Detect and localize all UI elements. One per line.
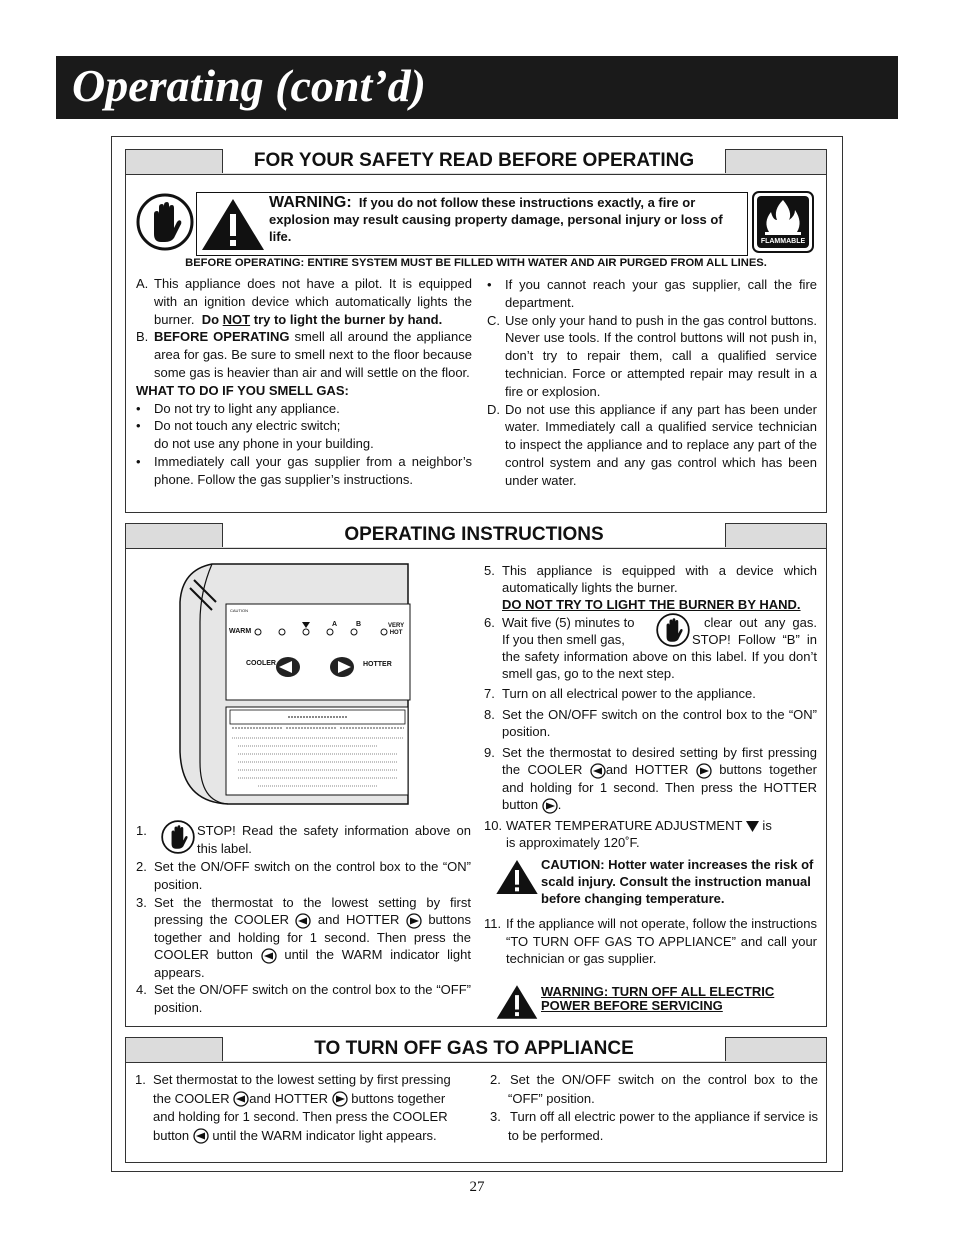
stop-hand-icon <box>161 818 195 856</box>
turnoff-section <box>125 1037 827 1163</box>
cooler-button-icon <box>193 1128 209 1144</box>
hotter-button-icon <box>696 763 712 779</box>
panel-hotter-label: HOTTER <box>363 661 392 668</box>
item-b-text: smell all around the appliance area for gas. Be sure to smell next to the floor because some gas is heavier than air and will settle on the floor. <box>154 329 472 380</box>
smell-heading: WHAT TO DO IF YOU SMELL GAS: <box>136 382 349 398</box>
item-a-text: This appliance does not have a pilot. It is equipped with an ignition device which automatically lights the burner. <box>154 276 472 327</box>
item-a-bold: Do NOT try to light the burner by hand. <box>201 311 443 327</box>
turnoff-heading: TO TURN OFF GAS TO APPLIANCE <box>222 1037 726 1061</box>
turnoff-step-3: 3. Turn off all electric power to the appliance if service is to be performed. <box>490 1109 818 1143</box>
bullet-1: Do not try to light any appliance. <box>154 400 340 416</box>
step-11: 11. If the appliance will not operate, follow the instructions “TO TURN OFF GAS TO APPLIANCE” and call your technician or gas supplier. <box>484 916 817 966</box>
stop-hand-icon <box>136 192 194 252</box>
cooler-button-icon <box>261 948 277 964</box>
operating-left-column <box>136 822 471 1017</box>
turnoff-heading-bar <box>126 1038 826 1063</box>
safety-section <box>125 149 827 513</box>
warning-box <box>196 192 748 256</box>
step-1-text: STOP! Read the safety information above on this label. <box>197 823 471 856</box>
safety-heading-bar <box>126 150 826 175</box>
caution-block <box>541 856 819 907</box>
step-8: 8. Set the ON/OFF switch on the control box to the “ON” position. <box>484 706 817 740</box>
warning-triangle-icon <box>495 984 539 1020</box>
item-d-marker: D. <box>487 401 500 417</box>
bullet-2a: Do not touch any electric switch; <box>154 418 341 434</box>
hotter-button-icon <box>332 1091 348 1107</box>
warning-label: WARNING: <box>269 194 352 211</box>
safety-left-column: A. This appliance does not have a pilot. It is equipped with an ignition device which automatically lights the burner. Do NOT try to light the burner by hand. B. BEFORE OPERATING smell all around the appliance area for gas. Be sure to smell next to the floor because some gas is heavier than air and will settle on the floor. WHAT TO DO IF YOU SMELL GAS: • Do not try to light any appliance. • Do not touch any electric switch; do not use any phone in your building. • Immediately call your gas supplier from a neighbor’s phone. Follow the gas supplier’s instructions. <box>136 276 472 487</box>
cooler-button-icon <box>295 913 311 929</box>
item-c-marker: C. <box>487 312 500 328</box>
step-1-num: 1. <box>136 823 147 838</box>
step-5: 5. This appliance is equipped with a device which automatically lights the burner. DO NOT TRY TO LIGHT THE BURNER BY HAND. <box>484 563 817 613</box>
step-1 <box>136 822 471 858</box>
down-triangle-icon <box>746 821 759 832</box>
control-panel-illustration <box>178 562 438 814</box>
panel-b-label: B <box>356 621 362 628</box>
warning-triangle-icon <box>200 197 266 252</box>
item-b-bold: BEFORE OPERATING <box>154 329 290 345</box>
step-4: 4. Set the ON/OFF switch on the control box to the “OFF” position. <box>136 982 471 1016</box>
step-9: 9. Set the thermostat to desired setting by first pressing the COOLER and HOTTER buttons together and holding for 1 second. Then press the HOTTER button . <box>484 745 817 813</box>
operating-heading-bar <box>126 524 826 549</box>
caution-text: : Hotter water increases the risk of scald injury. Consult the instruction manual before changing temperature. <box>541 857 814 906</box>
step-6: 6. Wait five (5) minutes to clear out any gas. If you then smell gas, STOP! Follow “B” in the safety information above on this label. If you don’t smell gas, go to the next step. <box>484 614 817 684</box>
service-warning: WARNING: TURN OFF ALL ELECTRIC POWER BEFORE SERVICING <box>541 984 775 1013</box>
safety-heading: FOR YOUR SAFETY READ BEFORE OPERATING <box>222 149 726 173</box>
hotter-button-icon <box>406 913 422 929</box>
operating-section <box>125 523 827 1027</box>
turnoff-step-1: 1. Set thermostat to the lowest setting by first pressing the COOLER and HOTTER buttons together and holding for 1 second. Then press the COOLER button until the WARM indicator light appears. <box>135 1072 451 1143</box>
warning-text: If you do not follow these instructions exactly, a fire or explosion may result causing property damage, personal injury or loss of life. <box>269 195 723 244</box>
item-c-text: Use only your hand to push in the gas control buttons. Never use tools. If the control buttons will not push in, don’t try to repair them, call a qualified service technician. Force or attempted repair may result in a fire or explosion. <box>505 312 817 399</box>
step-10: 10. WATER TEMPERATURE ADJUSTMENT is is approximately 120˚F. <box>484 817 772 850</box>
caution-label: CAUTION <box>541 857 601 872</box>
hotter-button-icon <box>542 798 558 814</box>
warning-triangle-icon <box>495 858 539 896</box>
item-a-marker: A. <box>136 276 149 291</box>
item-b-marker: B. <box>136 329 149 345</box>
cooler-button-icon <box>590 763 606 779</box>
panel-very-hot-label: VERY HOT <box>388 623 405 636</box>
page-number: 27 <box>469 1179 485 1195</box>
panel-cooler-label: COOLER <box>246 660 276 667</box>
operating-right-column <box>484 562 817 851</box>
cooler-knob <box>276 657 300 677</box>
turnoff-right-column <box>490 1071 818 1145</box>
bullet-3: Immediately call your gas supplier from a neighbor’s phone. Follow the gas supplier’s instructions. <box>154 453 472 487</box>
page-title: Operating (cont’d) <box>72 60 426 111</box>
step-3: 3. Set the thermostat to the lowest setting by first pressing the COOLER and HOTTER buttons together and holding for 1 second. Then press the COOLER button until the WARM indicator light appears. <box>136 894 471 980</box>
step-7: 7. Turn on all electrical power to the appliance. <box>484 685 756 701</box>
panel-warm-label: WARM <box>229 628 252 635</box>
bullet-2b: do not use any phone in your building. <box>154 436 374 452</box>
panel-a-label: A <box>332 621 338 628</box>
before-operating-note: BEFORE OPERATING: ENTIRE SYSTEM MUST BE FILLED WITH WATER AND AIR PURGED FROM ALL LINES. <box>185 257 767 269</box>
flammable-badge <box>751 190 815 254</box>
bullet-4: If you cannot reach your gas supplier, call the fire department. <box>505 277 817 310</box>
operating-heading: OPERATING INSTRUCTIONS <box>222 523 726 547</box>
turnoff-step-2: 2. Set the ON/OFF switch on the control box to the “OFF” position. <box>490 1072 818 1106</box>
step-5-warning: DO NOT TRY TO LIGHT THE BURNER BY HAND. <box>502 597 801 613</box>
flammable-label: FLAMMABLE <box>760 238 806 245</box>
safety-right-column: • If you cannot reach your gas supplier, call the fire department. C. Use only your hand to push in the gas control buttons. Never use tools. If the control buttons will not push in, don’t try to repair them, call a qualified service technician. Force or attempted repair may result in a fire or explosion. D. Do not use this appliance if any part has been under water. Immediately call a qualified service technician to inspect the appliance and to replace any part of the control system and any gas control which has been under water. <box>487 277 817 488</box>
title-bar <box>56 56 898 119</box>
item-d-text: Do not use this appliance if any part has been under water. Immediately call a qualified service technician to inspect the appliance and to replace any part of the control system and any gas control which has been under water. <box>505 401 817 488</box>
hotter-knob <box>330 657 354 677</box>
cooler-button-icon <box>233 1091 249 1107</box>
step-2: 2. Set the ON/OFF switch on the control box to the “ON” position. <box>136 859 471 892</box>
panel-caution-tiny: CAUTION <box>230 608 248 613</box>
